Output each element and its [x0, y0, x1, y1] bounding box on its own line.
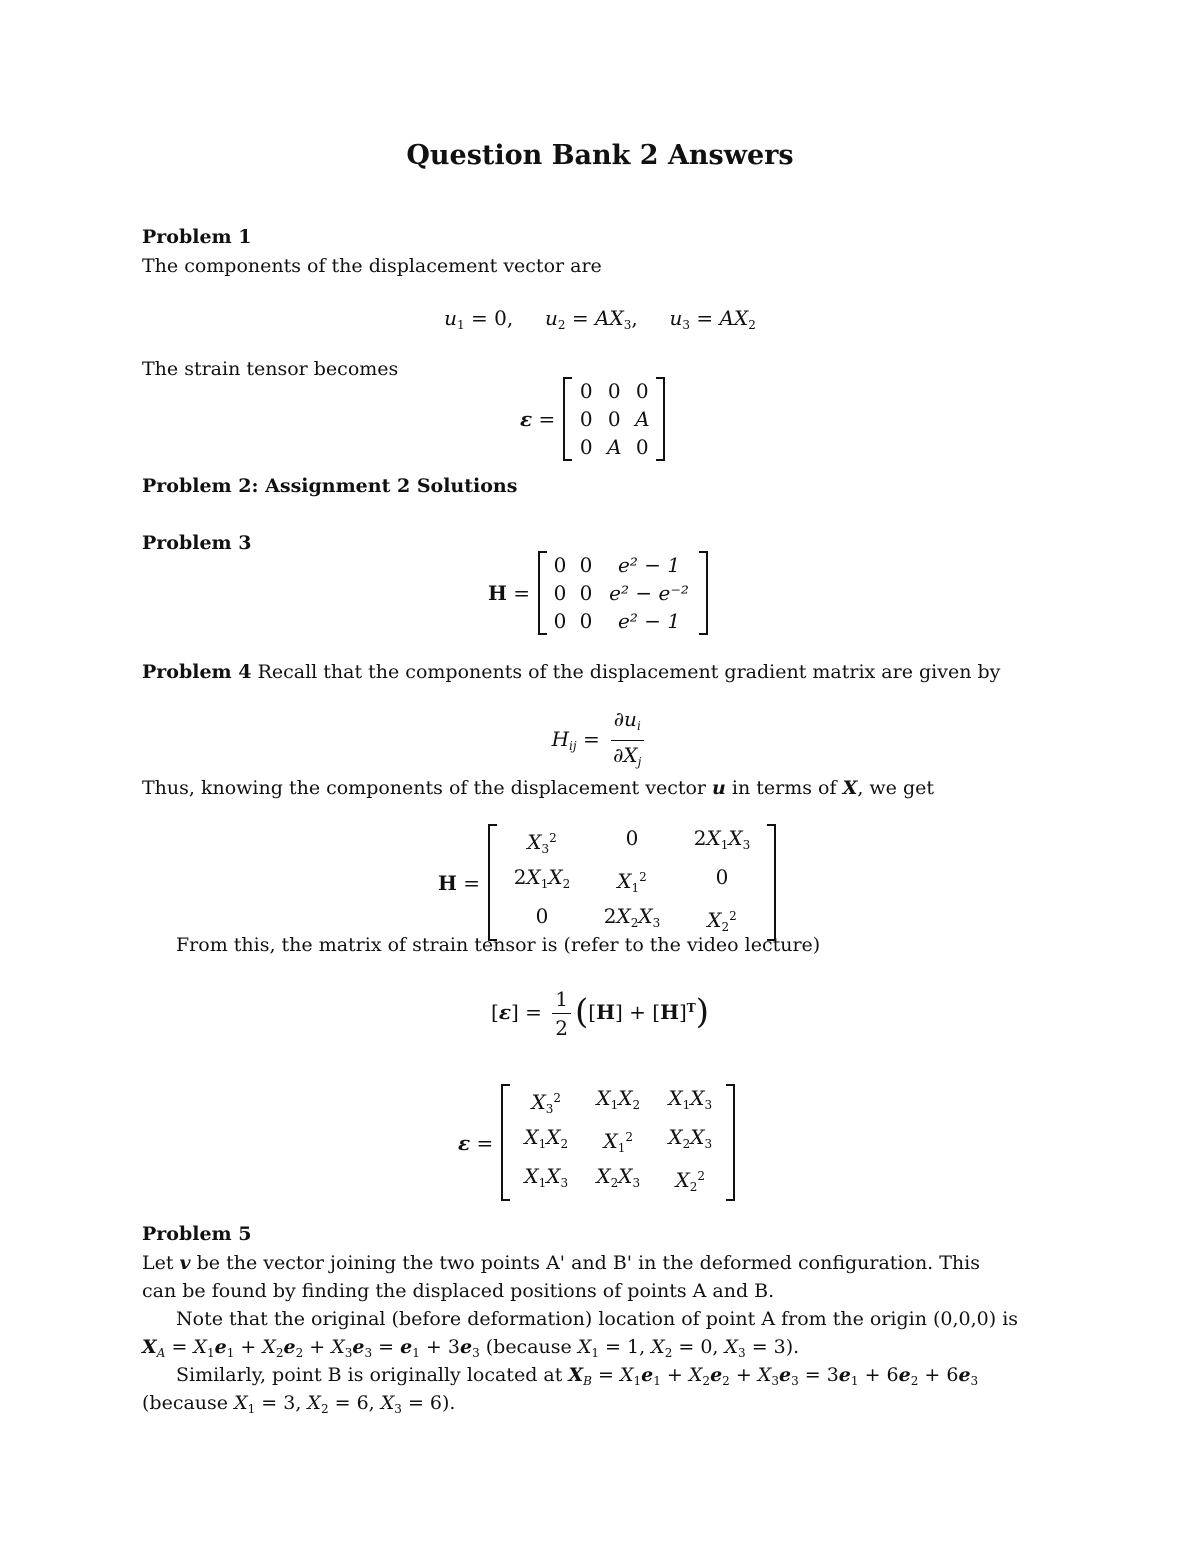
- similarly-text: Similarly, point B is originally located at: [176, 1364, 563, 1386]
- gradient-definition: $H_{ij}$ = $\frac{\partial u_i}{\partial X_j}$: [0, 705, 1200, 776]
- problem-5-line-4: $X_A = X_1e_1 + X_2e_2 + X_3e_3 = e_1 + 3e_3$ (because $X_1 = 1$, $X_2 = 0$, $X_3 = 3$).: [142, 1336, 800, 1360]
- thus-text: Thus, knowing the components of the displacement vector: [142, 777, 706, 799]
- matrix-cell: 0: [579, 553, 593, 577]
- matrix-cell: 0: [607, 379, 621, 403]
- matrix-cell: 0: [635, 435, 649, 459]
- h-matrix-equation-2: H = $X_3^2$ 0 $2X_1X_3$ $2X_1X_2$ $X_1^2$ 0 0 $2X_2X_3$ $X_2^2$: [438, 824, 776, 941]
- problem-5-line-3: Note that the original (before deformation) location of point A from the origin (0,0,0) is: [176, 1308, 1019, 1330]
- problem-4-intro: Recall that the components of the displacement gradient matrix are given by: [257, 661, 1001, 683]
- problem-5-line-5: Similarly, point B is originally located at $X_B = X_1e_1 + X_2e_2 + X_3e_3 = 3e_1 + 6e_2 + 6e_3$: [176, 1364, 979, 1388]
- matrix-cell: A: [635, 407, 650, 431]
- displacement-gradient-matrix-2: $X_3^2$ 0 $2X_1X_3$ $2X_1X_2$ $X_1^2$ 0 0 $2X_2X_3$ $X_2^2$: [488, 824, 776, 941]
- displacement-equation: $u_1 = 0$, $u_2 = AX_3$, $u_3 = AX_2$: [444, 306, 756, 332]
- from-this-text: From this, the matrix of strain tensor is (refer to the video lecture): [176, 934, 821, 956]
- matrix-cell: 0: [579, 435, 593, 459]
- matrix-cell: 0: [607, 407, 621, 431]
- let-text: Let: [142, 1252, 174, 1274]
- problem-5-heading: Problem 5: [142, 1223, 252, 1245]
- strain-matrix-equation: ε = 0 0 0 0 0 A 0 A 0: [520, 377, 665, 461]
- displacement-gradient-matrix-1: [538, 551, 708, 635]
- problem-5-line-2: can be found by finding the displaced positions of points A and B.: [142, 1280, 775, 1302]
- h-matrix-equation-1: H = 0 0 e² − 1 0 0 e² − e⁻² 0 0 e² − 1: [488, 551, 708, 635]
- thus-end-text: , we get: [857, 777, 934, 799]
- matrix-cell: 0: [579, 407, 593, 431]
- matrix-cell: 0: [553, 581, 567, 605]
- strain-intro: The strain tensor becomes: [142, 358, 399, 380]
- matrix-cell: 0: [579, 379, 593, 403]
- problem-4-heading: Problem 4: [142, 661, 252, 683]
- problem-5-line-1: Let v be the vector joining the two points A' and B' in the deformed configuration. This: [142, 1252, 981, 1274]
- problem-5-line-6: (because $X_1 = 3$, $X_2 = 6$, $X_3 = 6$).: [142, 1392, 456, 1416]
- matrix-cell: 0: [579, 609, 593, 633]
- strain-matrix: [563, 377, 665, 461]
- matrix-cell: e² − 1: [618, 553, 681, 577]
- strain-formula: [ε] = $\frac{1}{2}$ $([H] + [H]^T)$: [491, 987, 709, 1040]
- matrix-cell: 0: [553, 553, 567, 577]
- matrix-cell: 0: [579, 581, 593, 605]
- strain-matrix-2: $X_3^2$ $X_1X_2$ $X_1X_3$ $X_1X_2$ $X_1^2$ $X_2X_3$ $X_1X_3$ $X_2X_3$ $X_2^2$: [501, 1084, 735, 1201]
- matrix-cell: e² − 1: [618, 609, 681, 633]
- problem-1-heading: Problem 1: [142, 226, 252, 248]
- thus-mid-text: in terms of: [731, 777, 837, 799]
- problem-2-heading: Problem 2: Assignment 2 Solutions: [142, 475, 518, 497]
- matrix-cell: 0: [635, 379, 649, 403]
- problem-4-thus: Thus, knowing the components of the displacement vector u in terms of X, we get: [142, 777, 934, 799]
- matrix-cell: A: [607, 435, 622, 459]
- problem-3-heading: Problem 3: [142, 532, 252, 554]
- page-title: Question Bank 2 Answers: [406, 140, 794, 171]
- line1-text: be the vector joining the two points A' and B' in the deformed configuration. This: [196, 1252, 981, 1274]
- problem-1-intro: The components of the displacement vector are: [142, 255, 602, 277]
- matrix-cell: e² − e⁻²: [609, 581, 689, 605]
- problem-4-line: [142, 661, 1000, 683]
- strain-matrix-equation-2: ε = $X_3^2$ $X_1X_2$ $X_1X_3$ $X_1X_2$ $X_1^2$ $X_2X_3$ $X_1X_3$ $X_2X_3$ $X_2^2$: [458, 1084, 735, 1201]
- matrix-cell: 0: [553, 609, 567, 633]
